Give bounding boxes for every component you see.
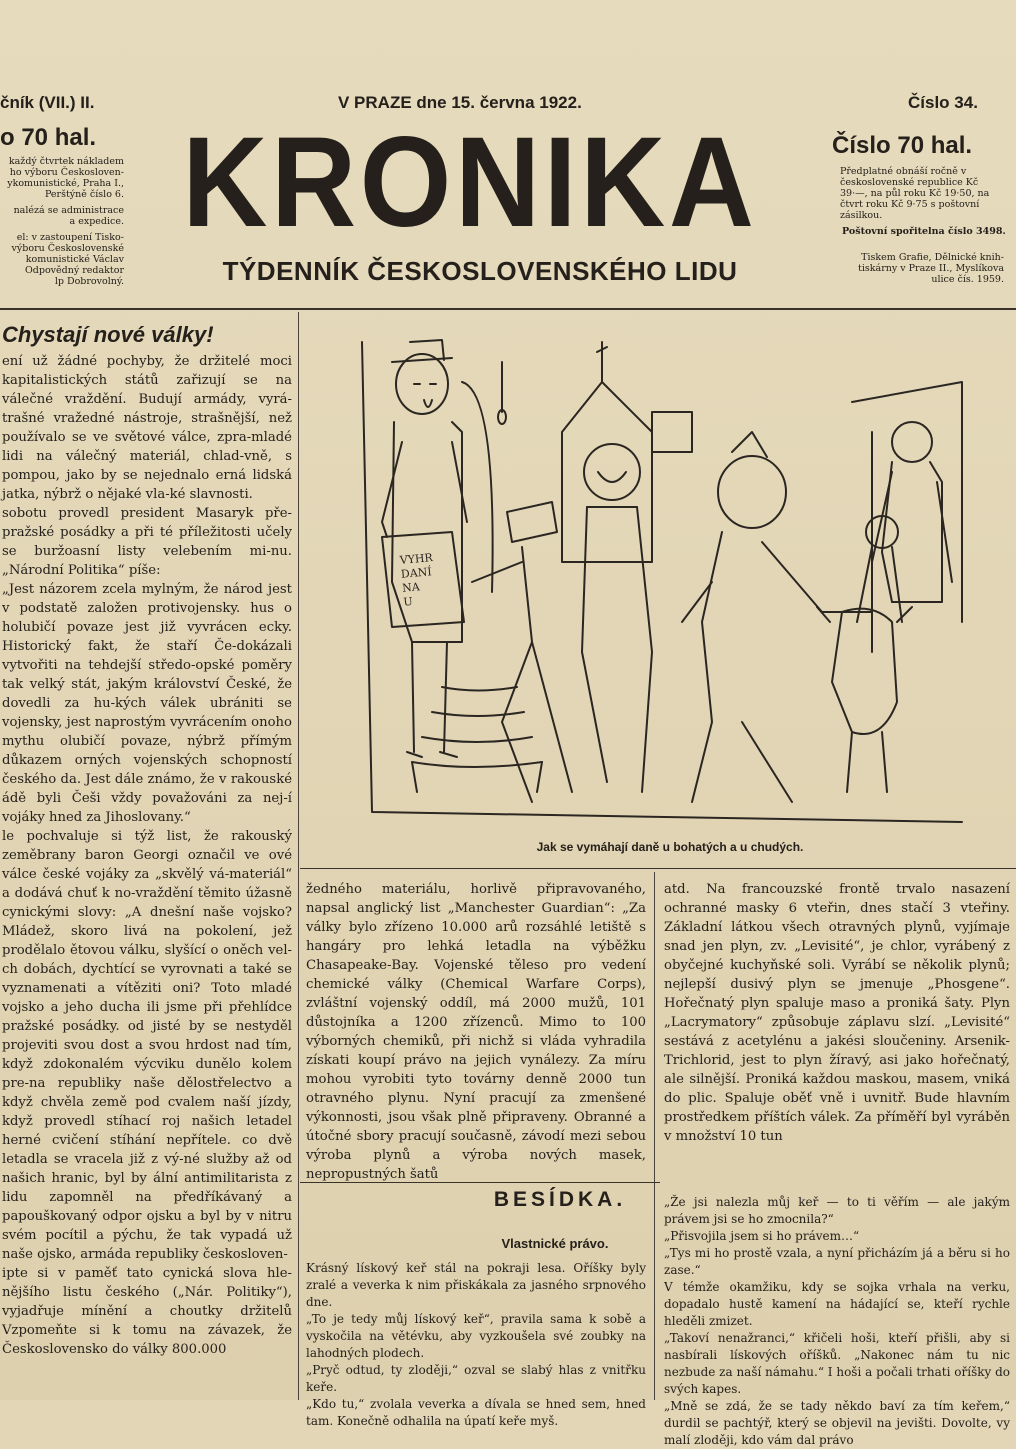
dateline-row (0, 93, 1016, 113)
sign-line: VYHR (399, 551, 434, 567)
price-right: Číslo 70 hal. (832, 132, 973, 159)
sign-line: U (402, 594, 414, 609)
sign-text (398, 551, 437, 609)
cartoon-illustration (352, 322, 1002, 837)
column-divider-right (654, 872, 655, 1400)
article-left-text: ení už žádné pochyby, že držitelé moci kapitalistických států zařizují se na válečné vraždění. Budují armády, vyrá-trašné vražedné nástroje, strašnější, než používalo se ve světové válce, zpra-mladé lidi na válečný materiál, chlad-vně, s pompou, jako by se nejednalo erná lidská jatka, nýbrž o nějaké vla-ké slavnosti. sobotu provedl president Masaryk pře-pražské posádky a při té příležitosti učely se buržoasní listy velebením mi-nu. „Národní Politika“ píše: „Jest názorem zcela mylným, že národ jest v podstatě založen protivojensky. hus o holubičí povaze jest již vyvrácen ecky. Historický fakt, že staří Če-dokázali vytvořiti na tehdejší středo-opské poměry tak velký stát, jakým království České, že dovedli za hu-kých válek ubrániti se vojensky, jest naprostým vyvrácením onoho mythu olubičí povaze, nýbrž přímým důkazem orných vojenských schopností českého da. Jest dále známo, že v rakouské ádě byli Češi vždy považováni za nej-í vojáky hned za Jihoslovany.“ le pochvaluje si týž list, že rakouský zeměbrany baron Georgi označil ve ové válce české vojáky za „skvělý vá-materiál“ a dodává chuť k no-vraždění těmito úžasně cynickými slovy: „A dnešní naše vojsko? Mládež, skoro livá na pokolení, jež prodělalo ětovou válku, slyšící o oněch vel-ch dobách, dychtící se vyrovnati a také se vyznamenati a vítěziti oni? Toto mladé vojsko a jeho ducha ili jsme při přehlídce pražské posádky. od jisté by se nestyděl projeviti svou dost a svou hrdost nad tím, když zdokonalém výcviku dunělo kolem pre-na republiky naše dělostřelectvo a když chvěla země pod cvalem naší jízdy, když provedl stíhací roj našich letadel herné cvičení stíhání nepřítele. co dvě letadla se vracela již z vý-né služby až od našich hranic, byl by ální antimilitarista z lidu zapomněl na předříkávaný a papouškovaný odpor ojsku a byl by v nitru svém pocítil a pýchu, že tak vypadá už naše ojsko, armáda republiky českosloven- ipte si v paměť tato cynická slova hle-nějšího listu českého („Nár. Politiky“), vyjadřuje mínění a choutky držitelů Vzpomeňte si k tomu na závazek, že Československo do války 800.000 (2, 354, 292, 1357)
article-right-text: atd. Na francouzské frontě trvalo nasazení ochranné masky 6 vteřin, dnes stačí 3 vteřiny. Základní látkou všech otravných plynů, vyjímaje snad jen plyn, zv. „Levisité“, je chlor, vyrábený z obyčejné kuchyňské soli. Vyrábí se několik plynů; nejlepší dusivý plyn se jmenuje „Phosgene“. Hořečnatý plyn spaluje maso a proniká šaty. Plyn „Lacrymatory“ způsobuje záplavu slzí. „Levisité“ sestává z acetylénu a jakési sloučeniny. Arsenik-Trichlorid, jest to plyn žíravý, asi jako hořečnatý, ale silnější. Proniká každou maskou, masem, vniká do plic. Spaluje oběť vně i uvnitř. Bude hlavním prostředkem příštích válek. Za příměří byl vyráběn v množství 10 tun (664, 882, 1010, 1144)
article-left-title: Chystají nové války! (2, 322, 214, 347)
masthead-title: KRONIKA (182, 111, 758, 254)
postal-account: Poštovní spořitelna číslo 3498. (842, 226, 1006, 237)
printer-info: Tiskem Grafie, Dělnické knih- tiskárny v Praze II., Myslíkova ulice čís. 1959. (858, 252, 1004, 285)
header-rule (0, 308, 1016, 310)
dateline: V PRAZE dne 15. června 1922. (338, 93, 582, 112)
administration-info: nalézá se administrace a expedice. (13, 205, 124, 227)
masthead-subtitle: TÝDENNÍK ČESKOSLOVENSKÉHO LIDU (222, 256, 738, 286)
besidka-title: BESÍDKA. (493, 1188, 627, 1211)
besidka-rule (300, 1182, 660, 1183)
publisher-info: každý čtvrtek nákladem ho výboru Českosloven- ykomunistické, Praha I., Perštýně číslo 6. (7, 156, 124, 200)
issue-number: Číslo 34. (908, 93, 978, 112)
besidka-text-left: Krásný lískový keř stál na pokraji lesa. Oříšky byly zralé a veverka k nim přiskákala za jasného srpnového dne. „To je tedy můj lískový keř“, pravila sama k sobě a vyskočila na větévku, aby vyzkoušela své zoubky na lahodných plodech. „Pryč odtud, ty zloději,“ ozval se slabý hlas z vnitřku keře. „Kdo tu,“ zvolala veverka a dívala se hned sem, hned tam. Konečně odhalila na úpatí keře myš. (306, 1261, 646, 1428)
subscription-info: Předplatné obnáší ročně v československé republice Kč 39·—, na půl roku Kč 19·50, na čtvrt roku Kč 9·75 s poštovní zásilkou. (840, 166, 990, 221)
article-mid-text: žedného materiálu, horlivě připravovaného, napsal anglický list „Manchester Guardian“: „Za války bylo zřízeno 10.000 arů rozsáhlé letiště s hangáry pro lehká letadla na výběžku Chasapeake-Bay. Vojenské těleso pro vedení chemické války (Chemical Warfare Corps), zvláštní vojenský oddíl, má 2000 mužů, 101 důstojníka a 1200 zřízenců. Mimo to 100 výborných chemiků, při nichž si vláda vyhradila získati koupí právo na jejich vynálezy. Za míru mohou vyrobiti tyto továrny denně 2000 tun otravného plynu. Nyní pracují za zmenšené výkonnosti, jsou však plně připraveny. Obranné a útočné sbory pracují současně, závodí mezi sebou výroba plynů a výroba nových masek, nepropustných šatů (306, 882, 646, 1182)
editor-info: el: v zastoupení Tisko- výboru Československé komunistické Václav Odpovědný redaktor lp Dobrovolný. (11, 232, 124, 287)
price-left: o 70 hal. (0, 124, 97, 151)
besidka-subtitle: Vlastnické právo. (501, 1236, 609, 1251)
besidka-text-right: „Že jsi nalezla můj keř — to ti věřím — ale jakým právem jsi se ho zmocnila?“ „Přisvojila jsem si ho právem…“ „Tys mi ho prostě vzala, a nyní přicházím já a běru si ho zase.“ V témže okamžiku, kdy se sojka vrhala na verku, dopadalo hustě kamení na hádající se, kteří rychle hleděli zmizet. „Takoví nenažranci,“ křičeli hoši, kteří přišli, aby si nasbírali lískových oříšků. „Nakonec nám tu nic nezbude za naší námahu.“ I hoši a počali trhati oříšky do svých kapes. „Mně se zdá, že se tady někdo baví za tím keřem,“ durdil se pachtýř, který se objevil na jevišti. Dovolte, vy malí zloději, kdo vám dal právo (664, 1195, 1010, 1447)
caption-rule (300, 868, 1016, 869)
sign-line: NA (401, 580, 421, 595)
sign-line: DANÍ (400, 565, 433, 581)
volume-label: čník (VII.) II. (0, 93, 95, 112)
cartoon-caption: Jak se vymáhají daně u bohatých a u chudých. (536, 840, 804, 854)
column-divider-left (298, 312, 299, 1400)
